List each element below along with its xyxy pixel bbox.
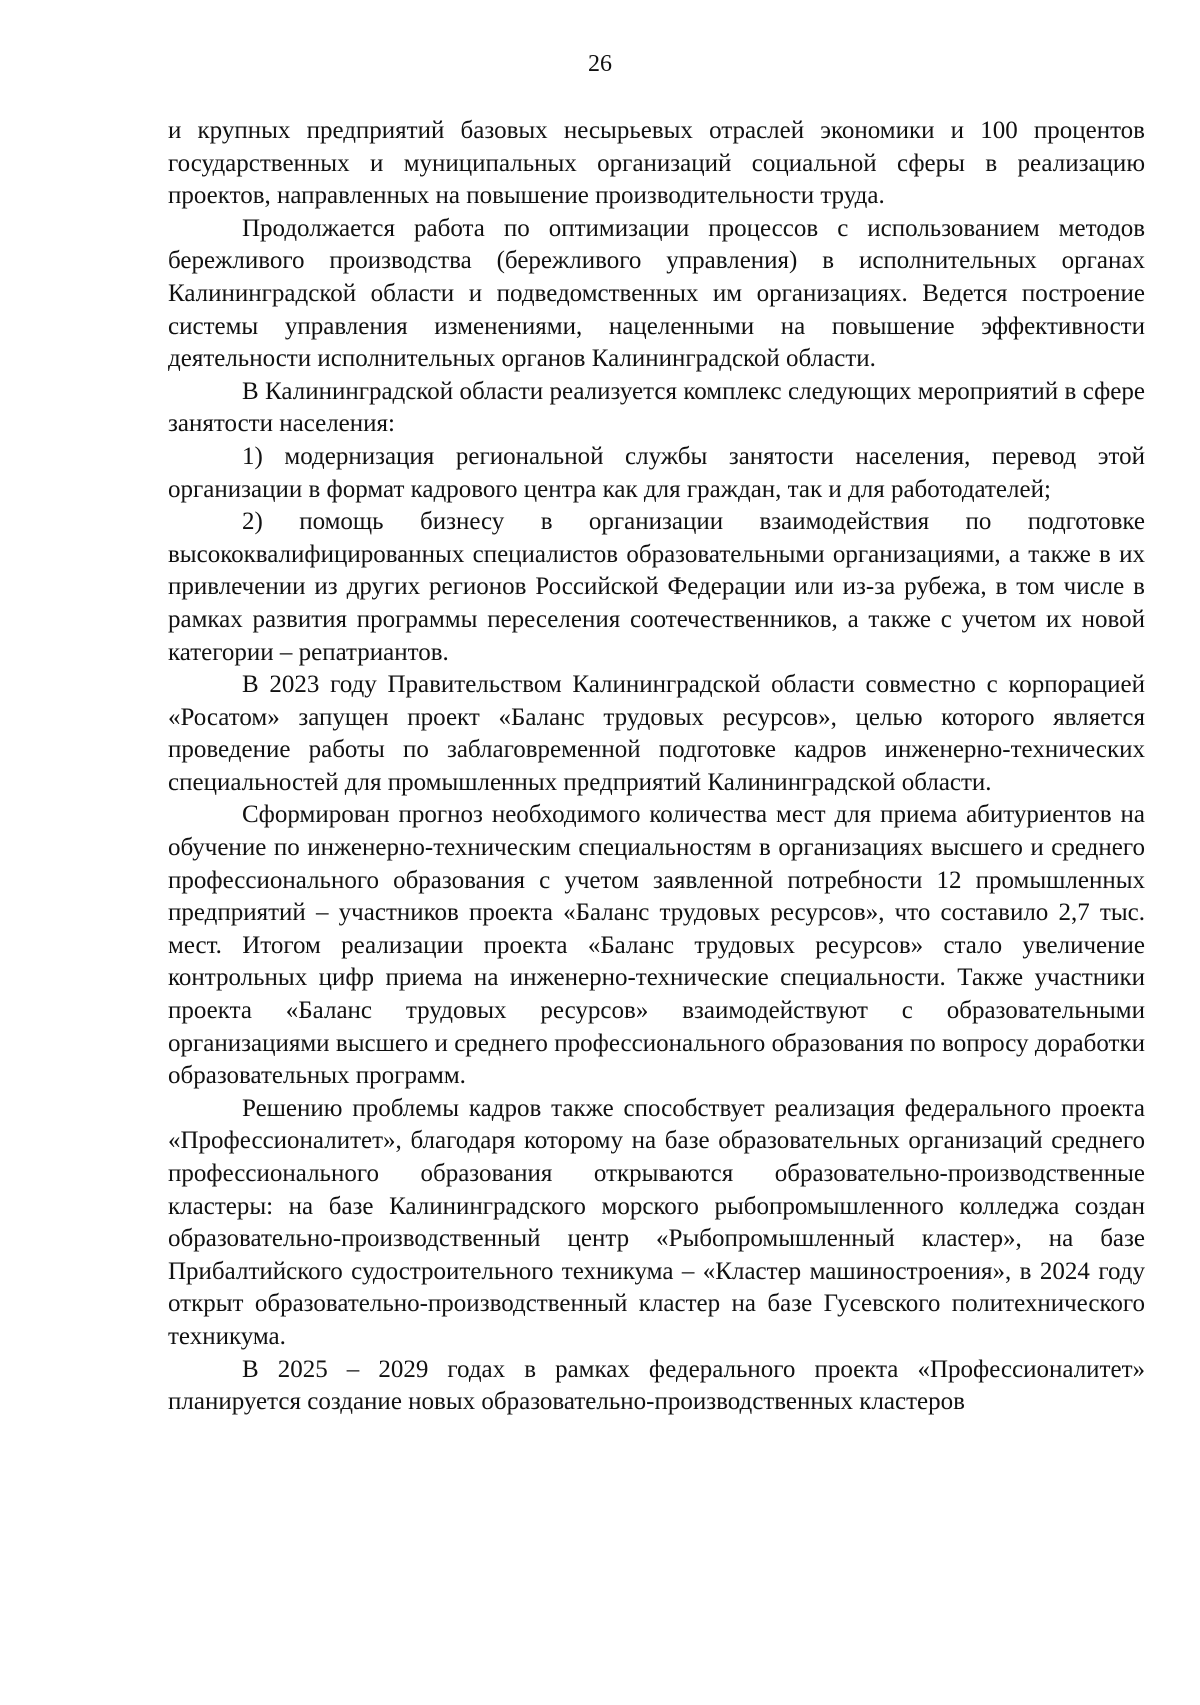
document-body — [168, 115, 1145, 1419]
paragraph-lean-management: Продолжается работа по оптимизации процессов с использованием методов бережливого производства (бережливого управления) в исполнительных органах Калининградской области и подведомственных им организациях. Ведется построение системы управления изменениями, нацеленными на повышение эффективности деятельности исполнительных органов Калининградской области. — [168, 214, 1145, 373]
paragraph-admission-forecast: Сформирован прогноз необходимого количества мест для приема абитуриентов на обучение по инженерно-техническим специальностям в организациях высшего и среднего профессионального образования с учетом заявленной потребности 12 промышленных предприятий – участников проекта «Баланс трудовых ресурсов», что составило 2,7 тыс. мест. Итогом реализации проекта «Баланс трудовых ресурсов» стало увеличение контрольных цифр приема на инженерно-технические специальности. Также участники проекта «Баланс трудовых ресурсов» взаимодействуют с образовательными организациями высшего и среднего профессионального образования по вопросу доработки образовательных программ. — [168, 801, 1145, 1090]
paragraph-employment-measure-1: 1) модернизация региональной службы занятости населения, перевод этой организации в формат кадрового центра как для граждан, так и для работодателей; — [168, 442, 1145, 503]
paragraph-employment-measures-intro: В Калининградской области реализуется комплекс следующих мероприятий в сфере занятости населения: — [168, 377, 1145, 438]
paragraph-rosatom-project: В 2023 году Правительством Калининградской области совместно с корпорацией «Росатом» запущен проект «Баланс трудовых ресурсов», целью которого является проведение работы по заблаговременной подготовке кадров инженерно-технических специальностей для промышленных предприятий Калининградской области. — [168, 671, 1145, 796]
paragraph-2025-2029-plans: В 2025 – 2029 годах в рамках федерального проекта «Профессионалитет» планируется создание новых образовательно-производственных кластеров — [168, 1355, 1145, 1416]
paragraph-productivity: и крупных предприятий базовых несырьевых отраслей экономики и 100 процентов государственных и муниципальных организаций социальной сферы в реализацию проектов, направленных на повышение производительности труда. — [168, 117, 1145, 210]
paragraph-professionalitet: Решению проблемы кадров также способствует реализация федерального проекта «Профессионалитет», благодаря которому на базе образовательных организаций среднего профессионального образования открываются образовательно-производственные кластеры: на базе Калининградского морского рыбопромышленного колледжа создан образовательно-производственный центр «Рыбопромышленный кластер», на базе Прибалтийского судостроительного техникума – «Кластер машиностроения», в 2024 году открыт образовательно-производственный кластер на базе Гусевского политехнического техникума. — [168, 1094, 1145, 1350]
paragraph-employment-measure-2: 2) помощь бизнесу в организации взаимодействия по подготовке высококвалифицированных специалистов образовательными организациями, а также в их привлечении из других регионов Российской Федерации или из-за рубежа, в том числе в рамках развития программы переселения соотечественников, а также с учетом их новой категории – репатриантов. — [168, 508, 1145, 666]
page-number: 26 — [588, 51, 612, 77]
